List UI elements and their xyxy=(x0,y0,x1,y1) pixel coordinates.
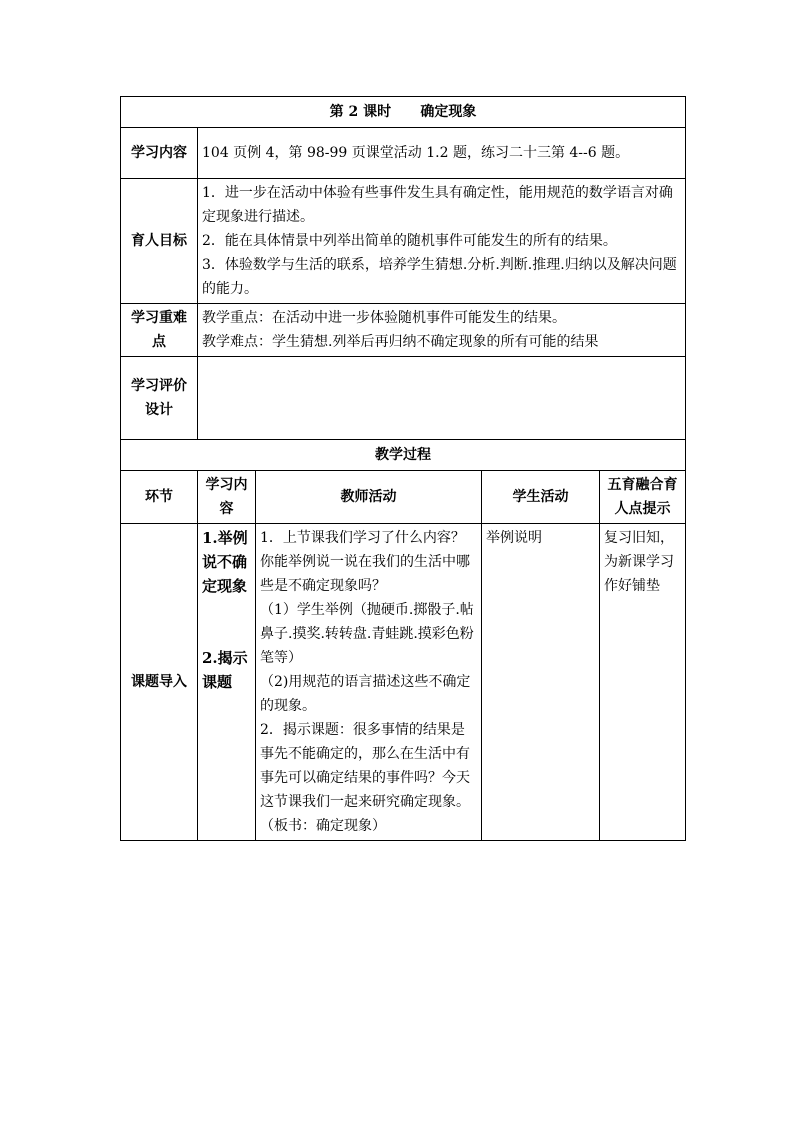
content-item: 1.举例说不确定现象 xyxy=(202,529,248,595)
lesson-plan-page xyxy=(120,96,685,841)
keypoint-item: 教学重点：在活动中进一步体验随机事件可能发生的结果。 xyxy=(202,310,566,326)
header-teacher: 教师活动 xyxy=(256,471,482,524)
keypoints-label: 学习重难点 xyxy=(121,304,198,357)
goals-label: 育人目标 xyxy=(121,179,198,304)
header-student: 学生活动 xyxy=(482,471,600,524)
header-tip: 五育融合育人点提示 xyxy=(600,471,686,524)
content-items-cell xyxy=(198,524,256,841)
content-text: 104 页例 4，第 98-99 页课堂活动 1.2 题，练习二十三第 4--6 题。 xyxy=(198,128,686,179)
content-label: 学习内容 xyxy=(121,128,198,179)
teacher-activity-cell xyxy=(256,524,482,841)
goals-cell xyxy=(198,179,686,304)
process-row xyxy=(121,524,686,841)
keypoints-cell xyxy=(198,304,686,357)
tip-cell: 复习旧知，为新课学习作好铺垫 xyxy=(600,524,686,841)
stage-cell: 课题导入 xyxy=(121,524,198,841)
student-activity-cell: 举例说明 xyxy=(482,524,600,841)
evaluation-text xyxy=(198,357,686,440)
content-item: 2.揭示课题 xyxy=(202,649,248,691)
title-row xyxy=(121,97,686,128)
goal-item: 1．进一步在活动中体验有些事件发生具有确定性，能用规范的数学语言对确定现象进行描述。 xyxy=(202,185,673,225)
header-stage: 环节 xyxy=(121,471,198,524)
goals-row xyxy=(121,179,686,304)
process-header-row xyxy=(121,471,686,524)
goal-item: 2．能在具体情景中列举出简单的随机事件可能发生的所有的结果。 xyxy=(202,233,617,249)
teacher-item: 1．上节课我们学习了什么内容？你能举例说一说在我们的生活中哪些是不确定现象吗？ xyxy=(260,530,470,594)
goal-item: 3．体验数学与生活的联系，培养学生猜想.分析.判断.推理.归纳以及解决问题的能力。 xyxy=(202,257,677,297)
lesson-title: 第 2 课时 确定现象 xyxy=(121,97,686,128)
keypoint-item: 教学难点：学生猜想.列举后再归纳不确定现象的所有可能的结果 xyxy=(202,334,599,350)
keypoints-row xyxy=(121,304,686,357)
header-content: 学习内容 xyxy=(198,471,256,524)
evaluation-label: 学习评价设计 xyxy=(121,357,198,440)
process-title-row xyxy=(121,440,686,471)
process-title: 教学过程 xyxy=(121,440,686,471)
teacher-item: （1）学生举例（抛硬币.掷骰子.帖鼻子.摸奖.转转盘.青蛙跳.摸彩色粉笔等） xyxy=(260,602,474,666)
lesson-plan-table xyxy=(120,96,686,841)
content-row xyxy=(121,128,686,179)
evaluation-row xyxy=(121,357,686,440)
teacher-item: （2)用规范的语言描述这些不确定的现象。 xyxy=(260,674,471,714)
teacher-item: 2．揭示课题：很多事情的结果是事先不能确定的，那么在生活中有事先可以确定结果的事件吗？今天这节课我们一起来研究确定现象。（板书：确定现象） xyxy=(260,722,470,834)
